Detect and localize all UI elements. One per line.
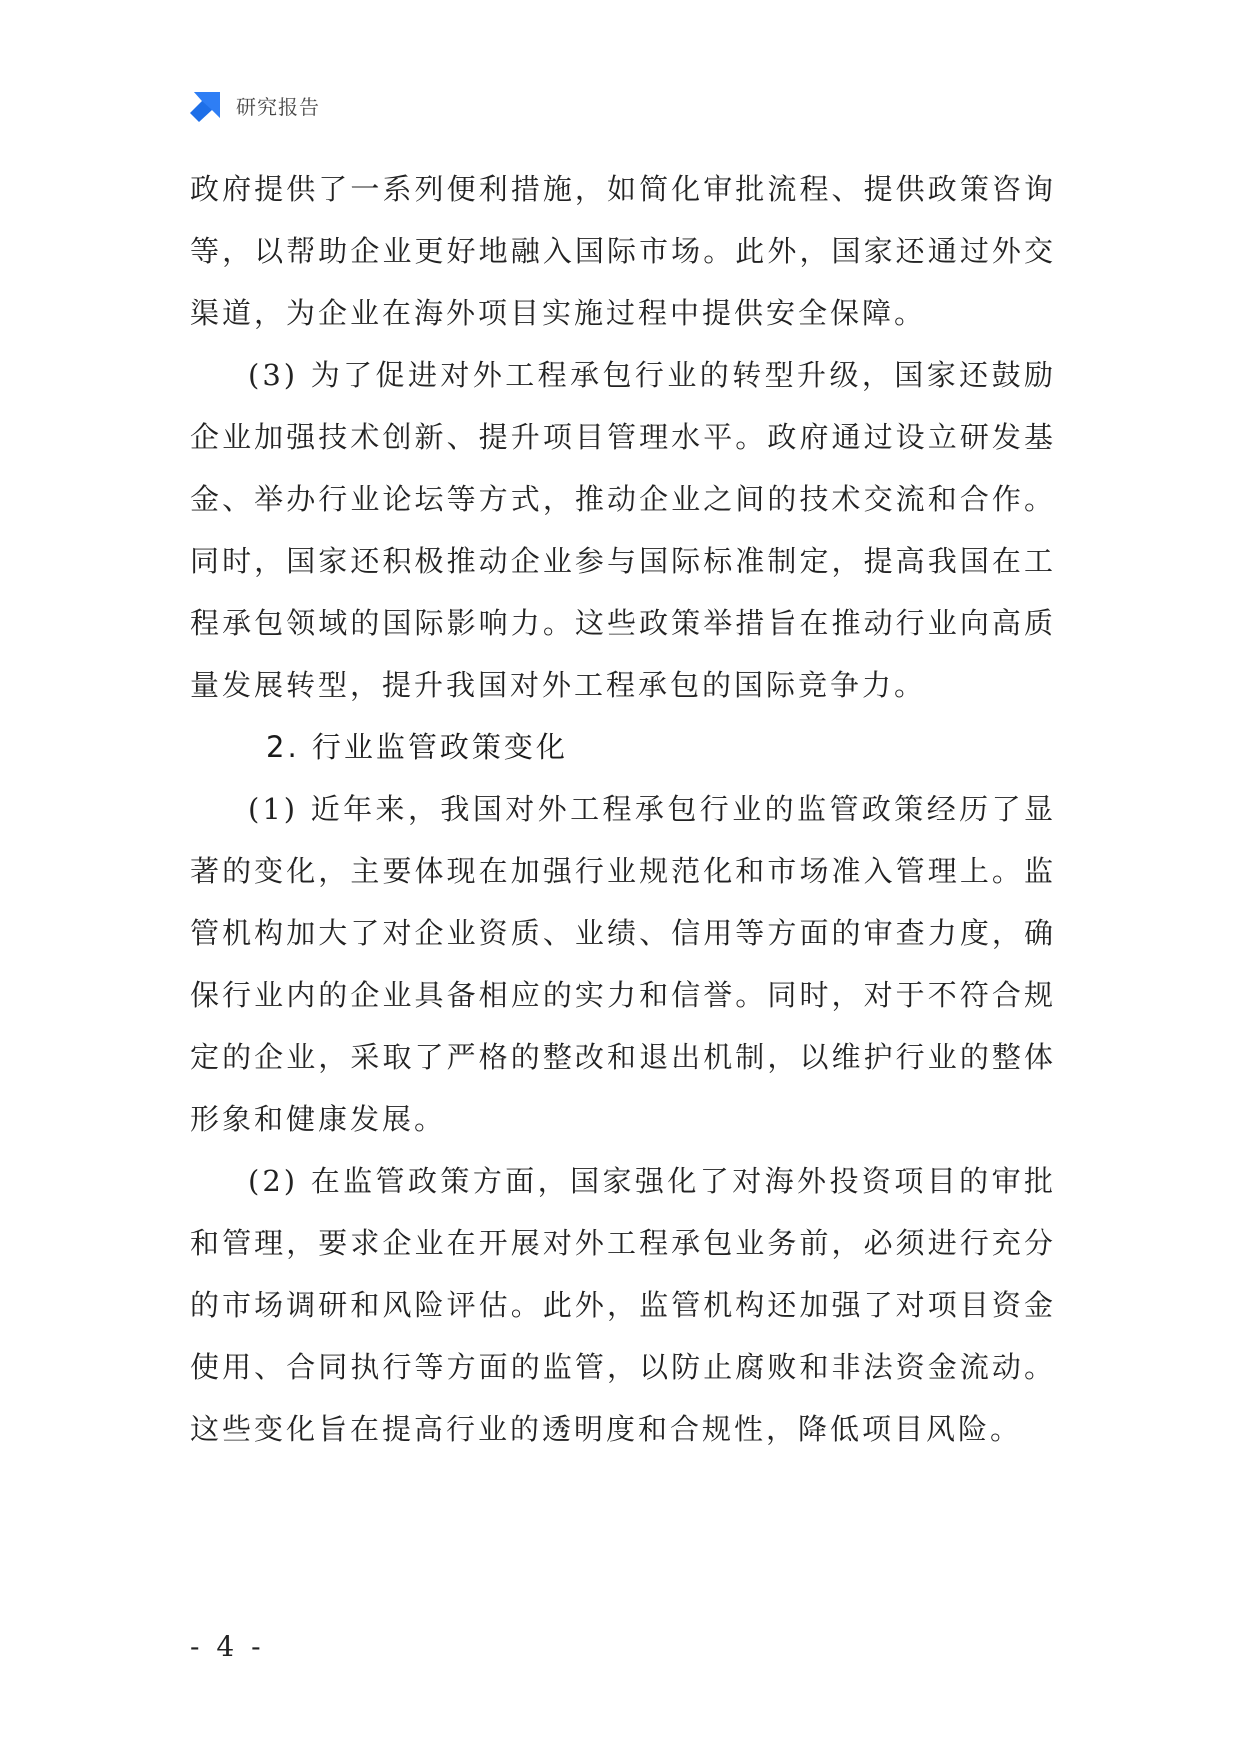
document-body [190, 158, 1056, 1460]
paragraph-continuation: 政府提供了一系列便利措施，如简化审批流程、提供政策咨询等，以帮助企业更好地融入国际市场。此外，国家还通过外交渠道，为企业在海外项目实施过程中提供安全保障。 [190, 172, 1056, 330]
paragraph-3: (3) 为了促进对外工程承包行业的转型升级，国家还鼓励企业加强技术创新、提升项目管理水平。政府通过设立研发基金、举办行业论坛等方式，推动企业之间的技术交流和合作。同时，国家还积极推动企业参与国际标准制定，提高我国在工程承包领域的国际影响力。这些政策举措旨在推动行业向高质量发展转型，提升我国对外工程承包的国际竞争力。 [190, 358, 1056, 702]
report-header [190, 88, 320, 122]
arrow-logo-icon [190, 88, 224, 122]
paragraph-1: (1) 近年来，我国对外工程承包行业的监管政策经历了显著的变化，主要体现在加强行业规范化和市场准入管理上。监管机构加大了对企业资质、业绩、信用等方面的审查力度，确保行业内的企业具备相应的实力和信誉。同时，对于不符合规定的企业，采取了严格的整改和退出机制，以维护行业的整体形象和健康发展。 [190, 792, 1056, 1136]
paragraph-2: (2) 在监管政策方面，国家强化了对海外投资项目的审批和管理，要求企业在开展对外工程承包业务前，必须进行充分的市场调研和风险评估。此外，监管机构还加强了对项目资金使用、合同执行等方面的监管，以防止腐败和非法资金流动。这些变化旨在提高行业的透明度和合规性，降低项目风险。 [190, 1164, 1056, 1446]
header-title: 研究报告 [236, 94, 320, 119]
page-number: - 4 - [190, 1630, 265, 1663]
section-heading: 2. 行业监管政策变化 [266, 730, 568, 764]
